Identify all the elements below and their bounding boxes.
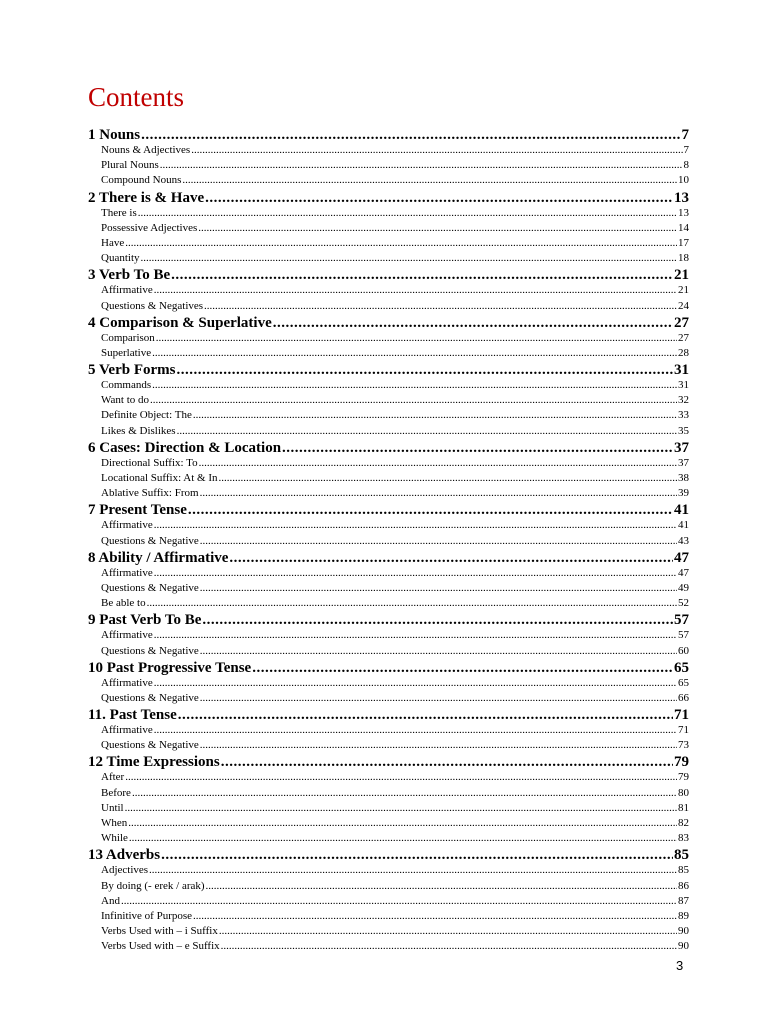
dot-leader xyxy=(154,518,677,533)
toc-chapter-title: 8 Ability / Affirmative xyxy=(88,549,229,566)
toc-section-entry[interactable] xyxy=(88,924,689,939)
toc-chapter-title: 3 Verb To Be xyxy=(88,267,171,284)
dot-leader xyxy=(200,644,677,659)
dot-leader xyxy=(221,939,677,954)
toc-chapter-entry[interactable] xyxy=(88,612,689,628)
toc-chapter-entry[interactable] xyxy=(88,127,689,143)
toc-page-number: 31 xyxy=(678,379,689,392)
dot-leader xyxy=(229,550,673,566)
toc-section-title: Questions & Negative xyxy=(101,644,199,657)
dot-leader xyxy=(154,676,677,691)
toc-section-entry[interactable] xyxy=(88,596,689,611)
toc-section-title: Plural Nouns xyxy=(101,159,159,172)
toc-chapter-title: 13 Adverbs xyxy=(88,847,161,864)
toc-chapter-entry[interactable] xyxy=(88,440,689,456)
toc-chapter-title: 2 There is & Have xyxy=(88,189,205,206)
toc-chapter-entry[interactable] xyxy=(88,550,689,566)
toc-section-entry[interactable] xyxy=(88,143,689,158)
dot-leader xyxy=(282,440,673,456)
toc-page-number: 33 xyxy=(678,409,689,422)
toc-page-number: 65 xyxy=(678,676,689,689)
toc-page-number: 90 xyxy=(678,940,689,953)
toc-section-entry[interactable] xyxy=(88,346,689,361)
dot-leader xyxy=(178,707,673,723)
dot-leader xyxy=(125,770,677,785)
toc-section-title: Affirmative xyxy=(101,519,153,532)
toc-page-number: 83 xyxy=(678,832,689,845)
toc-chapter-title: 5 Verb Forms xyxy=(88,362,176,379)
toc-section-entry[interactable] xyxy=(88,486,689,501)
toc-section-entry[interactable] xyxy=(88,408,689,423)
toc-section-title: Superlative xyxy=(101,346,152,359)
toc-section-title: Affirmative xyxy=(101,566,153,579)
dot-leader xyxy=(125,801,677,816)
dot-leader xyxy=(128,816,677,831)
toc-section-title: Affirmative xyxy=(101,724,153,737)
toc-section-entry[interactable] xyxy=(88,628,689,643)
dot-leader xyxy=(141,251,678,266)
toc-page-number: 79 xyxy=(674,754,689,771)
dot-leader xyxy=(188,502,673,518)
toc-section-entry[interactable] xyxy=(88,378,689,393)
dot-leader xyxy=(160,158,683,173)
toc-page-number: 21 xyxy=(674,267,689,284)
dot-leader xyxy=(199,456,677,471)
toc-section-title: Have xyxy=(101,236,125,249)
toc-section-title: Questions & Negative xyxy=(101,534,199,547)
toc-page-number: 13 xyxy=(678,206,689,219)
toc-section-title: Want to do xyxy=(101,394,149,407)
toc-section-entry[interactable] xyxy=(88,236,689,251)
dot-leader xyxy=(200,534,677,549)
toc-chapter-entry[interactable] xyxy=(88,315,689,331)
toc-page-number: 49 xyxy=(678,581,689,594)
toc-page-number: 28 xyxy=(678,346,689,359)
toc-page-number: 32 xyxy=(678,394,689,407)
dot-leader xyxy=(177,424,677,439)
dot-leader xyxy=(219,924,677,939)
toc-section-entry[interactable] xyxy=(88,939,689,954)
dot-leader xyxy=(156,331,677,346)
toc-section-entry[interactable] xyxy=(88,393,689,408)
toc-section-entry[interactable] xyxy=(88,251,689,266)
toc-section-title: After xyxy=(101,771,125,784)
toc-section-entry[interactable] xyxy=(88,801,689,816)
toc-section-entry[interactable] xyxy=(88,534,689,549)
toc-page-number: 87 xyxy=(678,894,689,907)
dot-leader xyxy=(125,236,677,251)
toc-page-number: 66 xyxy=(678,691,689,704)
toc-section-entry[interactable] xyxy=(88,738,689,753)
dot-leader xyxy=(150,393,677,408)
toc-page-number: 47 xyxy=(678,566,689,579)
toc-section-entry[interactable] xyxy=(88,676,689,691)
toc-section-title: Directional Suffix: To xyxy=(101,456,198,469)
toc-section-title: Questions & Negative xyxy=(101,739,199,752)
toc-section-title: Ablative Suffix: From xyxy=(101,487,199,500)
dot-leader xyxy=(161,847,673,863)
toc-section-entry[interactable] xyxy=(88,723,689,738)
dot-leader xyxy=(154,723,677,738)
toc-section-entry[interactable] xyxy=(88,909,689,924)
dot-leader xyxy=(177,362,674,378)
toc-chapter-entry[interactable] xyxy=(88,754,689,770)
toc-section-entry[interactable] xyxy=(88,299,689,314)
dot-leader xyxy=(138,206,677,221)
toc-section-entry[interactable] xyxy=(88,173,689,188)
toc-page-number: 52 xyxy=(678,597,689,610)
toc-section-title: Affirmative xyxy=(101,284,153,297)
toc-section-title: Be able to xyxy=(101,597,146,610)
toc-section-entry[interactable] xyxy=(88,863,689,878)
toc-section-entry[interactable] xyxy=(88,424,689,439)
toc-chapter-entry[interactable] xyxy=(88,267,689,283)
toc-chapter-entry[interactable] xyxy=(88,707,689,723)
toc-section-title: Affirmative xyxy=(101,676,153,689)
dot-leader xyxy=(154,628,677,643)
toc-page-number: 17 xyxy=(678,236,689,249)
toc-section-entry[interactable] xyxy=(88,581,689,596)
toc-page-number: 13 xyxy=(674,189,689,206)
toc-page-number: 73 xyxy=(678,739,689,752)
toc-section-entry[interactable] xyxy=(88,879,689,894)
toc-section-title: Until xyxy=(101,801,124,814)
dot-leader xyxy=(191,143,682,158)
toc-section-title: Commands xyxy=(101,379,152,392)
toc-page-number: 41 xyxy=(678,519,689,532)
toc-page-number: 37 xyxy=(674,439,689,456)
toc-chapter-entry[interactable] xyxy=(88,502,689,518)
toc-page-number: 80 xyxy=(678,786,689,799)
toc-chapter-entry[interactable] xyxy=(88,190,689,206)
toc-chapter-entry[interactable] xyxy=(88,660,689,676)
toc-section-entry[interactable] xyxy=(88,331,689,346)
toc-section-entry[interactable] xyxy=(88,221,689,236)
dot-leader xyxy=(129,831,677,846)
toc-page-number: 7 xyxy=(683,144,689,156)
toc-page-number: 41 xyxy=(674,502,689,519)
toc-section-title: Affirmative xyxy=(101,629,153,642)
toc-section-entry[interactable] xyxy=(88,283,689,298)
toc-section-title: By doing (- erek / arak) xyxy=(101,879,205,892)
toc-page-number: 90 xyxy=(678,925,689,938)
toc-chapter-title: 12 Time Expressions xyxy=(88,754,220,771)
toc-chapter-entry[interactable] xyxy=(88,847,689,863)
toc-section-title: Comparison xyxy=(101,331,155,344)
toc-page-number: 71 xyxy=(674,707,689,724)
page-title: Contents xyxy=(88,82,185,112)
dot-leader xyxy=(204,299,677,314)
toc-section-title: Questions & Negatives xyxy=(101,299,204,312)
toc-page-number: 21 xyxy=(678,284,689,297)
toc-section-title: Verbs Used with – i Suffix xyxy=(101,925,218,938)
toc-page-number: 57 xyxy=(674,612,689,629)
dot-leader xyxy=(193,909,677,924)
dot-leader xyxy=(193,408,677,423)
toc-page-number: 43 xyxy=(678,534,689,547)
dot-leader xyxy=(219,471,677,486)
toc-page-number: 89 xyxy=(678,909,689,922)
toc-section-title: Questions & Negative xyxy=(101,691,199,704)
dot-leader xyxy=(221,754,673,770)
dot-leader xyxy=(152,346,677,361)
dot-leader xyxy=(147,596,677,611)
toc-page-number: 86 xyxy=(678,879,689,892)
toc-page-number: 60 xyxy=(678,644,689,657)
toc-section-title: Likes & Dislikes xyxy=(101,424,176,437)
toc-section-title: Before xyxy=(101,786,131,799)
toc-section-entry[interactable] xyxy=(88,158,689,173)
dot-leader xyxy=(200,581,677,596)
toc-section-title: Adjectives xyxy=(101,864,149,877)
dot-leader xyxy=(121,894,677,909)
dot-leader xyxy=(198,221,677,236)
dot-leader xyxy=(152,378,677,393)
dot-leader xyxy=(154,283,677,298)
toc-page-number: 85 xyxy=(678,864,689,877)
table-of-contents xyxy=(88,126,689,955)
toc-chapter-title: 7 Present Tense xyxy=(88,502,187,519)
toc-chapter-title: 9 Past Verb To Be xyxy=(88,612,202,629)
dot-leader xyxy=(200,486,677,501)
toc-section-title: And xyxy=(101,894,120,907)
toc-section-entry[interactable] xyxy=(88,816,689,831)
toc-chapter-title: 11. Past Tense xyxy=(88,707,177,724)
page-number: 3 xyxy=(676,958,684,973)
toc-section-title: Verbs Used with – e Suffix xyxy=(101,940,220,953)
toc-section-title: When xyxy=(101,817,128,829)
dot-leader xyxy=(132,786,677,801)
dot-leader xyxy=(252,660,673,676)
toc-section-title: Compound Nouns xyxy=(101,174,182,187)
toc-section-title: Definite Object: The xyxy=(101,409,192,422)
toc-page-number: 27 xyxy=(674,314,689,331)
dot-leader xyxy=(154,566,677,581)
toc-page-number: 10 xyxy=(678,174,689,187)
toc-section-entry[interactable] xyxy=(88,786,689,801)
dot-leader xyxy=(273,315,673,331)
toc-section-entry[interactable] xyxy=(88,691,689,706)
toc-section-title: There is xyxy=(101,206,137,219)
toc-page-number: 57 xyxy=(678,629,689,642)
toc-page-number: 65 xyxy=(674,659,689,676)
toc-section-entry[interactable] xyxy=(88,471,689,486)
toc-chapter-title: 4 Comparison & Superlative xyxy=(88,314,272,331)
toc-chapter-title: 10 Past Progressive Tense xyxy=(88,659,252,676)
toc-page-number: 82 xyxy=(678,817,689,829)
toc-section-title: While xyxy=(101,832,128,845)
toc-section-title: Possessive Adjectives xyxy=(101,221,198,234)
toc-page-number: 18 xyxy=(678,252,689,265)
dot-leader xyxy=(200,738,677,753)
dot-leader xyxy=(205,190,673,206)
toc-section-title: Nouns & Adjectives xyxy=(101,144,191,156)
toc-page-number: 81 xyxy=(678,801,689,814)
dot-leader xyxy=(200,691,677,706)
toc-section-entry[interactable] xyxy=(88,566,689,581)
toc-page-number: 79 xyxy=(678,771,689,784)
toc-page-number: 27 xyxy=(678,331,689,344)
toc-section-entry[interactable] xyxy=(88,206,689,221)
toc-section-entry[interactable] xyxy=(88,518,689,533)
dot-leader xyxy=(171,267,673,283)
dot-leader xyxy=(182,173,677,188)
toc-section-entry[interactable] xyxy=(88,894,689,909)
toc-page-number: 47 xyxy=(674,549,689,566)
dot-leader xyxy=(206,879,677,894)
toc-page-number: 31 xyxy=(674,362,689,379)
toc-chapter-title: 1 Nouns xyxy=(88,127,141,143)
toc-section-title: Locational Suffix: At & In xyxy=(101,472,218,484)
toc-section-title: Questions & Negative xyxy=(101,581,199,594)
toc-page-number: 85 xyxy=(674,847,689,864)
toc-section-entry[interactable] xyxy=(88,831,689,846)
toc-page-number: 8 xyxy=(683,159,689,172)
toc-page-number: 39 xyxy=(678,487,689,500)
toc-page-number: 71 xyxy=(678,724,689,737)
toc-chapter-title: 6 Cases: Direction & Location xyxy=(88,439,282,456)
toc-section-entry[interactable] xyxy=(88,456,689,471)
toc-page-number: 7 xyxy=(681,127,689,143)
toc-page-number: 14 xyxy=(678,221,689,234)
toc-section-title: Infinitive of Purpose xyxy=(101,909,193,922)
dot-leader xyxy=(202,612,673,628)
dot-leader xyxy=(149,863,677,878)
toc-page-number: 35 xyxy=(678,424,689,437)
toc-chapter-entry[interactable] xyxy=(88,362,689,378)
dot-leader xyxy=(141,127,680,143)
toc-section-title: Quantity xyxy=(101,252,140,265)
toc-section-entry[interactable] xyxy=(88,644,689,659)
toc-page-number: 37 xyxy=(678,456,689,469)
toc-page-number: 38 xyxy=(678,472,689,484)
toc-page-number: 24 xyxy=(678,299,689,312)
toc-section-entry[interactable] xyxy=(88,770,689,785)
